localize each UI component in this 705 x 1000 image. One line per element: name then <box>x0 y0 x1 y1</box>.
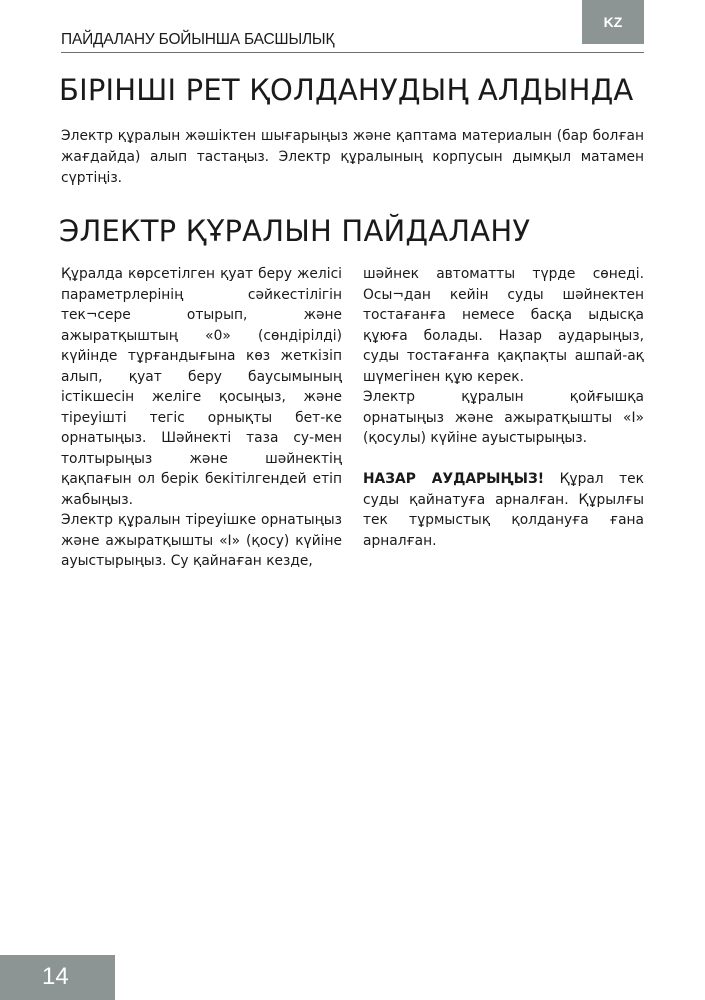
page-number-box <box>0 955 115 1000</box>
warning-note <box>363 469 644 551</box>
language-tab: KZ <box>582 0 644 44</box>
usage-column-left <box>61 264 342 572</box>
header-divider <box>61 52 644 53</box>
section-title-before-first-use: БІРІНШІ РЕТ ҚОЛДАНУДЫҢ АЛДЫНДА <box>59 73 634 107</box>
running-header: ПАЙДАЛАНУ БОЙЫНША БАСШЫЛЫҚ <box>61 31 335 48</box>
warning-text: Құрал тек суды қайнатуға арналған. Құрылғы тек тұрмыстық қолдануға ғана арналған. <box>363 471 645 549</box>
usage-column-right <box>363 264 644 551</box>
usage-paragraph: Электр құралын қойғышқа орнатыңыз және ажыратқышты «I» (қосулы) күйіне ауыстырыңыз. <box>363 389 644 446</box>
section-text-before-first-use: Электр құралын жәшіктен шығарыңыз және қаптама материалын (бар болған жағдайда) алып тастаңыз. Электр құралының корпусын дымқыл матамен сүртіңіз. <box>61 128 644 186</box>
page-number: 14 <box>42 963 69 990</box>
warning-label: НАЗАР АУДАРЫҢЫЗ! <box>363 471 545 487</box>
section-title-usage: ЭЛЕКТР ҚҰРАЛЫН ПАЙДАЛАНУ <box>59 214 531 248</box>
usage-paragraph: Құралда көрсетілген қуат беру желісі параметрлерінің сәйкестілігін тек¬сере отырып, және ажыратқыштың «0» (сөндірілді) күйінде тұрғандығына көз жеткізіп алып, қуат беру баусымының істікшесін желіге қосыңыз, және тіреуішті тегіс орнықты бет-ке орнатыңыз. Шәйнекті таза су-мен толтырыңыз және шәйнектің қақпағын ол берік бекітілгендей етіп жабыңыз. <box>61 266 342 508</box>
usage-paragraph: шәйнек автоматты түрде сөнеді. Осы¬дан кейін суды шәйнектен тостағанға немесе басқа ыдысқа құюға болады. Назар аударыңыз, суды тостағанға қақпақты ашпай-ақ шүмегінен құю керек. <box>363 266 644 385</box>
usage-paragraph: Электр құралын тіреуішке орнатыңыз және ажыратқышты «I» (қосу) күйіне ауыстырыңыз. Су қайнаған кезде, <box>61 512 342 569</box>
